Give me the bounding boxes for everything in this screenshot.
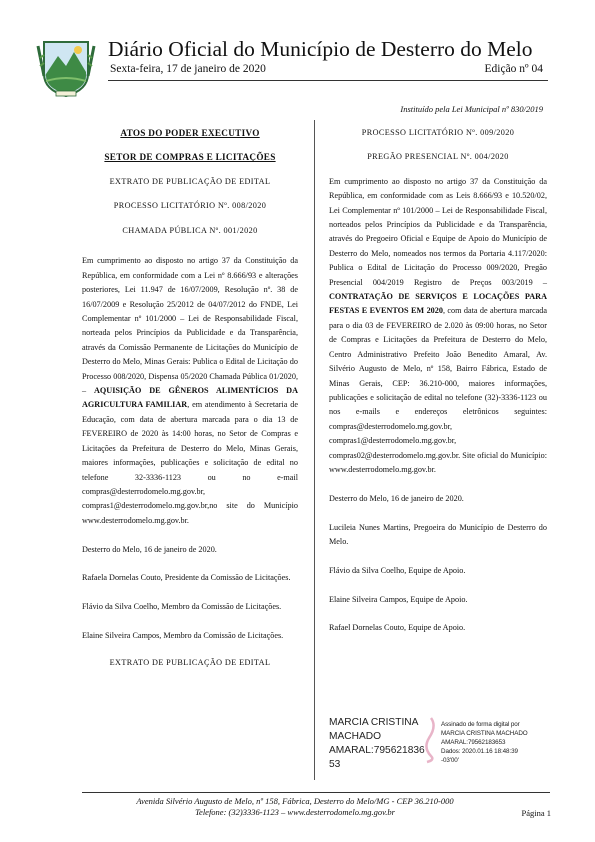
signature-detail-line: -03'00' xyxy=(441,757,459,764)
left-column xyxy=(82,126,298,670)
footer-divider xyxy=(82,792,550,793)
signatory-3: Elaine Silveira Campos, Equipe de Apoio. xyxy=(329,594,468,604)
extract-heading: EXTRATO DE PUBLICAÇÃO DE EDITAL xyxy=(109,176,271,186)
notice-body xyxy=(329,175,547,478)
notice-body xyxy=(82,254,298,528)
municipal-coat-of-arms-icon xyxy=(36,36,96,98)
place-date: Desterro do Melo, 16 de janeiro de 2020. xyxy=(329,493,464,503)
signature-detail-line: AMARAL:79562183653 xyxy=(441,739,506,746)
footer-contact-line: Telefone: (32)3336-1123 – www.desterrodomelo.mg.gov.br xyxy=(195,807,395,817)
publication-date: Sexta-feira, 17 de janeiro de 2020 xyxy=(110,63,266,75)
process-number: PROCESSO LICITATÓRIO Nº. 009/2020 xyxy=(361,128,515,137)
signer-name-line: MARCIA CRISTINA xyxy=(329,717,419,728)
signatory-2: Flávio da Silva Coelho, Membro da Comissão de Licitações. xyxy=(82,602,282,612)
signature-detail-line: Assinado de forma digital por xyxy=(441,721,520,728)
signer-name-line: MACHADO xyxy=(329,731,382,742)
page-number: Página 1 xyxy=(521,808,551,818)
header-divider xyxy=(108,80,548,81)
signature-watermark-icon xyxy=(417,716,441,764)
notice-text-part-1: Em cumprimento ao disposto no artigo 37 da Constituição da República, em conformidade com as Leis 8.666/93 e 10.520/02, Lei Complementar nº 101/2000 – Lei de Responsabilidade Fiscal, norteados pelos Princípios da Publicidade e da Transparência, através do Pregoeiro Oficial e Equipe de Apoio do Município de Desterro do Melo, nomeados nos termos da Portaria 4.117/2020: Publica o Edital de Licitação do Processo 009/2020, Pregão Presencial 004/2019 Registro de Preços 003/2019 – xyxy=(329,176,547,287)
notice-object: AQUISIÇÃO DE GÊNEROS ALIMENTÍCIOS DA AGRICULTURA FAMILIAR xyxy=(82,386,299,410)
signer-name-line: 53 xyxy=(329,759,341,770)
signatory-2: Flávio da Silva Coelho, Equipe de Apoio. xyxy=(329,565,466,575)
column-divider xyxy=(314,120,315,780)
place-date: Desterro do Melo, 16 de janeiro de 2020. xyxy=(82,544,217,554)
edition-number: Edição nº 04 xyxy=(484,63,543,75)
signatory-1: Rafaela Dornelas Couto, Presidente da Comissão de Licitações. xyxy=(82,573,291,583)
signatory-4: Rafael Dornelas Couto, Equipe de Apoio. xyxy=(329,623,466,633)
notice-object: CONTRATAÇÃO DE SERVIÇOS E LOCAÇÕES PARA FESTAS E EVENTOS EM 2020 xyxy=(329,292,547,316)
institution-law-note: Instituído pela Lei Municipal nº 830/2019 xyxy=(400,104,543,114)
section-heading-executive: ATOS DO PODER EXECUTIVO xyxy=(120,128,260,138)
public-call-number: CHAMADA PÚBLICA Nº. 001/2020 xyxy=(122,225,258,235)
signatory-1: Lucileia Nunes Martins, Pregoeira do Município de Desterro do Melo. xyxy=(329,522,547,546)
process-number: PROCESSO LICITATÓRIO Nº. 008/2020 xyxy=(113,201,267,211)
signer-name-line: AMARAL:795621836 xyxy=(329,745,425,756)
right-column xyxy=(329,126,547,636)
notice-text-part-2: , em atendimento à Secretaria de Educação, com data de abertura marcada para o dia 13 de FEVEREIRO de 2020 às 14:00 horas, no Setor de Compras e Licitações da Prefeitura de Desterro do Melo, Minas Gerais, maiores informações, publicações e solicitação de edital no telefone 32-3336-1123 ou no e-mail compras@desterrodomelo.mg.gov.br, compras1@desterrodomelo.mg.gov.br,no site do Município www.desterrodomelo.mg.gov.br. xyxy=(82,400,299,525)
notice-text-part-1: Em cumprimento ao disposto no artigo 37 da Constituição da República, em conformidade com a Lei nº 8.666/93 e alterações posteriores, Lei 11.947 de 16/07/2009, Resolução nº. 38 de 16/07/2009 e Resolução 25/2012 de 04/07/2012 do FNDE, Lei Complementar nº 101/2000 – Lei de Responsabilidade Fiscal, norteada pelos Princípios da Publicidade e da Transparência, através da Comissão Permanente de Licitações do Município de Desterro do Melo, Minas Gerais: Publica o Edital de Licitação do Processo 008/2020, Dispensa 05/2020 Chamada Pública 01/2020, – xyxy=(82,256,298,396)
digital-signature xyxy=(329,716,549,776)
newspaper-title: Diário Oficial do Município de Desterro do Melo xyxy=(108,37,533,61)
footer-address-line: Avenida Silvério Augusto de Melo, nº 158, Fábrica, Desterro do Melo/MG - CEP 36.210-000 xyxy=(136,796,454,806)
notice-text-part-2: , com data de abertura marcada para o dia 03 de FEVEREIRO de 2.020 às 09:00 horas, no Setor de Compras e Licitações da Prefeitura de Desterro do Melo, Centro Administrativo Prefeito João Benedito Amaral, Av. Silvério Augusto de Melo, nº 158, Bairro Fábrica, Estado de Minas Gerais, CEP: 36.210-000, maiores informações, publicações e solicitação de edital no telefone (32)-3336-1123 ou nos e-mails e endereços eletrônicos seguintes: compras@desterrodomelo.mg.gov.br, compras1@desterrodomelo.mg.gov.br, compras02@desterrodomelo.mg.gov.br. Site oficial do Município: www.desterrodomelo.mg.gov.br. xyxy=(329,306,547,474)
signature-detail-line: Dados: 2020.01.16 18:48:39 xyxy=(441,748,518,755)
footer-address xyxy=(60,796,530,818)
extract-heading-2: EXTRATO DE PUBLICAÇÃO DE EDITAL xyxy=(109,657,271,667)
signatory-3: Elaine Silveira Campos, Membro da Comissão de Licitações. xyxy=(82,630,284,640)
signature-detail-line: MARCIA CRISTINA MACHADO xyxy=(441,730,528,737)
signature-details xyxy=(441,720,551,765)
section-heading-purchasing: SETOR DE COMPRAS E LICITAÇÕES xyxy=(104,152,276,163)
auction-number: PREGÃO PRESENCIAL Nº. 004/2020 xyxy=(367,152,509,162)
